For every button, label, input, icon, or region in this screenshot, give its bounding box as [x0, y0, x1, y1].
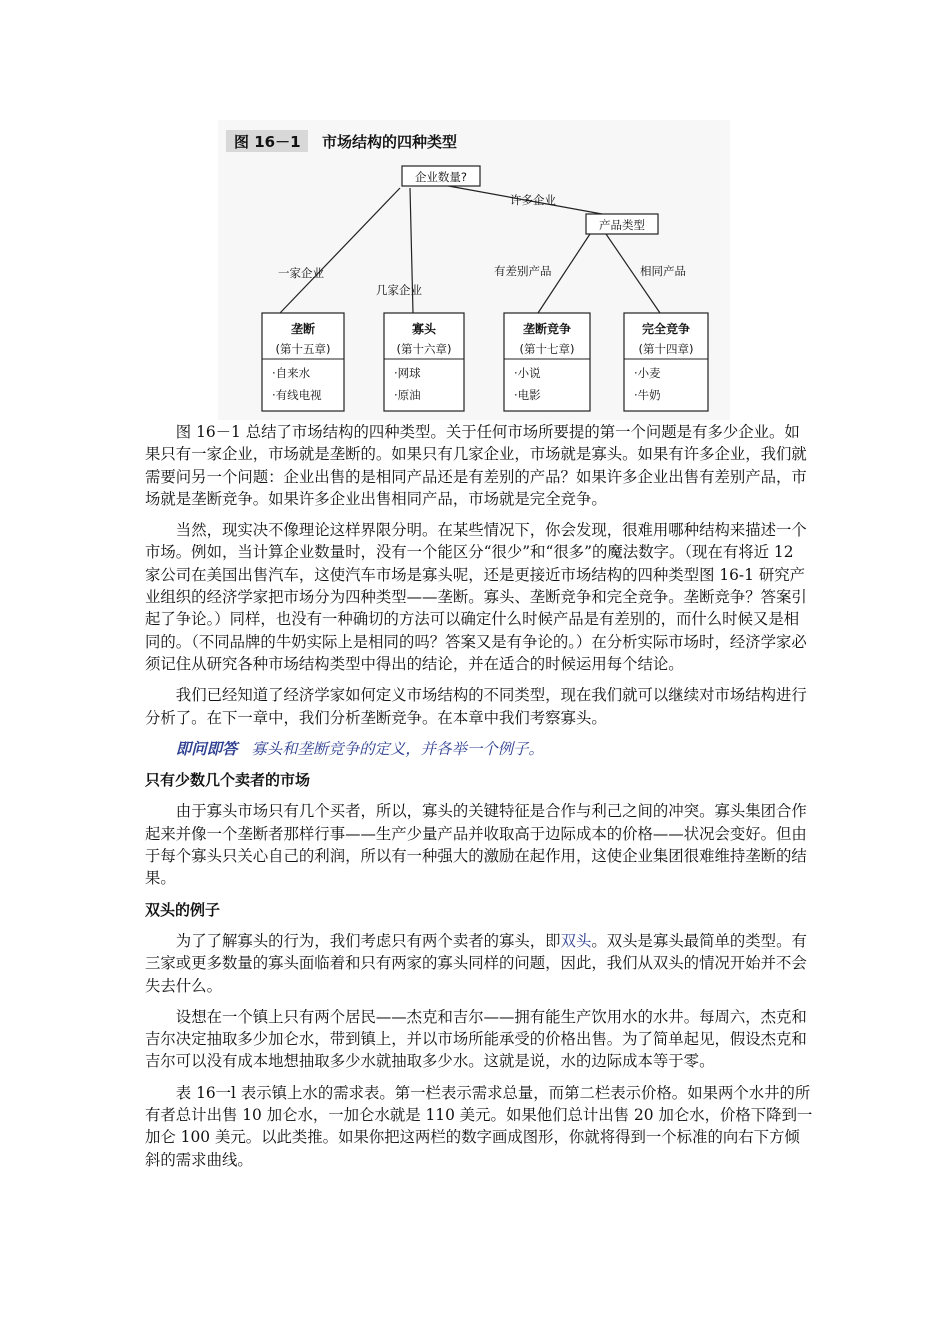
leaf-example: ·小说: [514, 366, 541, 380]
market-structure-diagram: [218, 120, 730, 420]
edge-one-label: 一家企业: [278, 266, 324, 280]
leaf-example: ·小麦: [634, 366, 661, 380]
leaf-example: ·自来水: [272, 366, 311, 380]
body-text: [145, 421, 813, 1171]
quick-quiz-text: 寡头和垄断竞争的定义，并各举一个例子。: [251, 739, 544, 758]
figure-title: 市场结构的四种类型: [322, 133, 458, 151]
leaf-box-oligopoly: [384, 313, 464, 411]
leaf-box-monopolistic-competition: [504, 313, 590, 411]
edge-same-label: 相同产品: [640, 264, 686, 278]
leaf-chapter: (第十七章): [519, 342, 575, 356]
leaf-chapter: (第十五章): [275, 342, 331, 356]
paragraph-reality: 当然，现实决不像理论这样界限分明。在某些情况下，你会发现，很难用哪种结构来描述一个市场。例如，当计算企业数量时，没有一个能区分“很少”和“很多”的魔法数字。（现在有将近 12 家公司在美国出售汽车，这使汽车市场是寡头呢，还是更接近市场结构的四种类型图 16-1 研究产业组织的经济学家把市场分为四种类型——垄断。寡头、垄断竞争和完全竞争。垄断竞争？答案引起了争论。）同样，也没有一种确切的方法可以确定什么时候产品是有差别的，而什么时候又是相同的。（不同品牌的牛奶实际上是相同的吗？答案又是有争论的。）在分析实际市场时，经济学家必须记住从研究各种市场结构类型中得出的结论，并在适合的时候运用每个结论。: [145, 521, 807, 673]
paragraph-transition: 我们已经知道了经济学家如何定义市场结构的不同类型，现在我们就可以继续对市场结构进行分析了。在下一章中，我们分析垄断竞争。在本章中我们考察寡头。: [145, 686, 807, 727]
paragraph-jack-jill: 设想在一个镇上只有两个居民——杰克和吉尔——拥有能生产饮用水的水井。每周六，杰克和吉尔决定抽取多少加仑水，带到镇上，并以市场所能承受的价格出售。为了简单起见，假设杰克和吉尔可以没有成本地想抽取多少水就抽取多少水。这就是说，水的边际成本等于零。: [145, 1007, 807, 1071]
section-heading-duopoly: 双头的例子: [145, 900, 221, 919]
leaf-example: ·网球: [394, 366, 421, 380]
duopoly-text-a: 为了了解寡头的行为，我们考虑只有两个卖者的寡头，即: [175, 931, 561, 950]
paragraph-duopoly: [145, 930, 813, 997]
root-question: 企业数量?: [414, 170, 468, 184]
paragraph-oligopoly-conflict: 由于寡头市场只有几个买者，所以，寡头的关键特征是合作与利己之间的冲突。寡头集团合作起来并像一个垄断者那样行事——生产少量产品并收取高于边际成本的价格——状况会变好。但由于每个寡头只关心自己的利润，所以有一种强大的激励在起作用，这使企业集团很难维持垄断的结果。: [145, 802, 807, 888]
quick-quiz: [145, 738, 813, 760]
section-heading-few-sellers: 只有少数几个卖者的市场: [145, 771, 311, 790]
paragraph-demand-schedule: 表 16一l 表示镇上水的需求表。第一栏表示需求总量，而第二栏表示价格。如果两个水井的所有者总计出售 10 加仑水，一加仑水就是 110 美元。如果他们总计出售 20 加仑水，价格下降到一加仑 100 美元。以此类推。如果你把这两栏的数字画成图形，你就将得到一个标准的向右下方倾斜的需求曲线。: [145, 1083, 813, 1169]
edge-few-label: 几家企业: [376, 283, 422, 297]
duopoly-term: 双头: [560, 931, 592, 950]
leaf-box-perfect-competition: [624, 313, 708, 411]
figure-number: 图 16－1: [234, 133, 301, 151]
product-type-label: 产品类型: [599, 218, 645, 232]
leaf-name: 寡头: [411, 322, 437, 336]
leaf-box-monopoly: [262, 313, 344, 411]
market-structure-figure: [218, 120, 730, 420]
leaf-example: ·电影: [514, 388, 541, 402]
quick-quiz-label: 即问即答: [175, 739, 238, 758]
edge-many-label: 许多企业: [510, 193, 556, 207]
paragraph-figure-summary: 图 16－1 总结了市场结构的四种类型。关于任何市场所要提的第一个问题是有多少企业。如果只有一家企业，市场就是垄断的。如果只有几家企业，市场就是寡头。如果有许多企业，我们就需要问另一个问题：企业出售的是相同产品还是有差别的产品？如果许多企业出售有差别产品，市场就是垄断竞争。如果许多企业出售相同产品，市场就是完全竞争。: [145, 423, 807, 508]
duopoly-text-b: 。双头是寡头最简单的类型。有三家或更多数量的寡头面临着和只有两家的寡头同样的问题，因此，我们从双头的情况开始并不会失去什么。: [145, 931, 807, 995]
leaf-name: 垄断竞争: [522, 322, 572, 336]
leaf-name: 完全竞争: [641, 322, 691, 336]
leaf-example: ·有线电视: [272, 388, 322, 402]
leaf-name: 垄断: [290, 322, 316, 336]
edge-diff-label: 有差别产品: [494, 264, 552, 278]
leaf-example: ·原油: [394, 388, 421, 402]
tree-edges: [280, 185, 660, 313]
leaf-example: ·牛奶: [634, 388, 661, 402]
leaf-chapter: (第十四章): [638, 342, 694, 356]
leaf-chapter: (第十六章): [396, 342, 452, 356]
